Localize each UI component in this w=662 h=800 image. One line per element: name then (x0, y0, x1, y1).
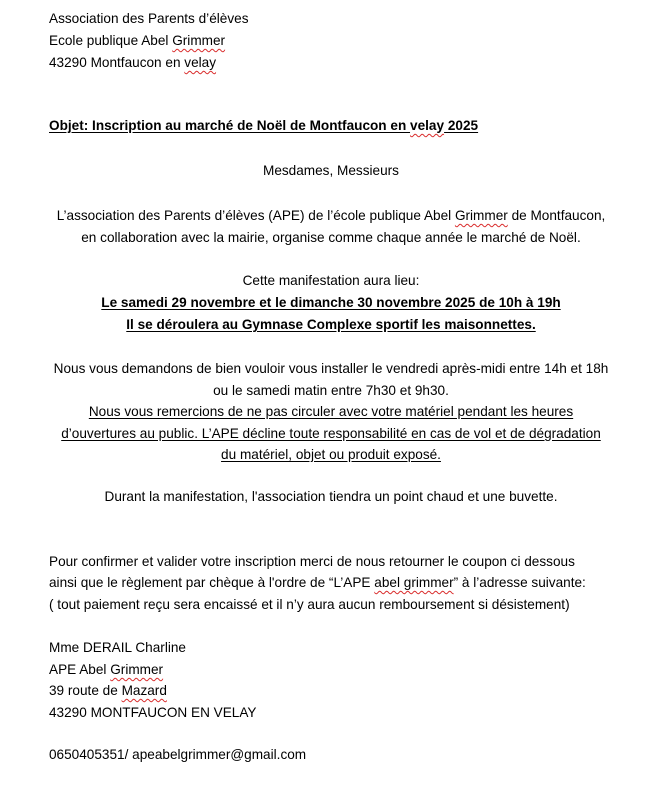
event-lead: Cette manifestation aura lieu: (242, 273, 420, 288)
warning-line-1 (0, 403, 662, 421)
warning-text-1: Nous vous remercions de ne pas circuler avec votre matériel pendant les heures (88, 404, 574, 419)
subject-velay: velay (410, 118, 445, 133)
intro-line-1 (0, 207, 662, 225)
setup-line-2: ou le samedi matin entre 7h30 et 9h30. (213, 383, 449, 398)
sender-line-1 (49, 10, 249, 28)
address-org-a: APE Abel (49, 662, 111, 677)
warning-text-3: du matériel, objet ou produit exposé. (221, 447, 441, 462)
confirm-text-a: ainsi que le règlement par chèque à l'ordre de “L’APE (49, 575, 375, 590)
confirm-line-1: Pour confirmer et valider votre inscription merci de nous retourner le coupon ci dessous (49, 554, 575, 569)
warning-text-2: d’ouvertures au public. L’APE décline toute responsabilité en cas de vol et de dégradation (61, 426, 601, 441)
intro-text-c: de Montfaucon, (507, 208, 606, 223)
subject-text: Objet: Inscription au marché de Noël de Montfaucon en (49, 118, 411, 133)
address-name: Mme DERAIL Charline (49, 640, 186, 655)
warning-line-3 (0, 446, 662, 464)
event-dates-text: Le samedi 29 novembre et le dimanche 30 novembre 2025 de 10h à 19h (101, 295, 561, 310)
subject-year: 2025 (444, 118, 479, 133)
warning-line-2 (0, 425, 662, 443)
address-org-grimmer: Grimmer (110, 662, 164, 677)
sender-postal-velay: velay (184, 55, 217, 70)
sender-school-name: Grimmer (172, 33, 226, 48)
sender-postal: 43290 Montfaucon en (49, 55, 185, 70)
confirm-line-3: ( tout paiement reçu sera encaissé et il n’y aura aucun remboursement si désistement) (49, 597, 570, 612)
intro-grimmer: Grimmer (454, 208, 508, 223)
address-city: 43290 MONTFAUCON EN VELAY (49, 705, 257, 720)
address-street-mazard: Mazard (121, 683, 167, 698)
event-venue (0, 316, 662, 334)
subject-line (49, 117, 478, 135)
sender-line-3 (49, 54, 216, 72)
event-venue-text: Il se déroulera au Gymnase Complexe sportif les maisonnettes. (126, 317, 536, 332)
contact-line: 0650405351/ apeabelgrimmer@gmail.com (49, 747, 307, 762)
intro-text-a: L’association des Parents d’élèves (APE) de l’école publique Abel (56, 208, 455, 223)
event-dates (0, 294, 662, 312)
sender-line-2 (49, 32, 225, 50)
address-street (49, 682, 167, 700)
confirm-payee: abel grimmer (374, 575, 454, 590)
sender-association: Association des Parents d’élèves (49, 11, 249, 26)
address-org (49, 661, 163, 679)
salutation: Mesdames, Messieurs (263, 163, 399, 178)
setup-line-1: Nous vous demandons de bien vouloir vous installer le vendredi après-midi entre 14h et 18h (53, 361, 609, 376)
during-line: Durant la manifestation, l'association tiendra un point chaud et une buvette. (104, 489, 558, 504)
intro-line-2: en collaboration avec la mairie, organise comme chaque année le marché de Noël. (81, 230, 581, 245)
address-street-a: 39 route de (49, 683, 122, 698)
confirm-text-c: ” à l’adresse suivante: (453, 575, 586, 590)
confirm-line-2 (49, 574, 586, 592)
sender-school: Ecole publique Abel (49, 33, 173, 48)
